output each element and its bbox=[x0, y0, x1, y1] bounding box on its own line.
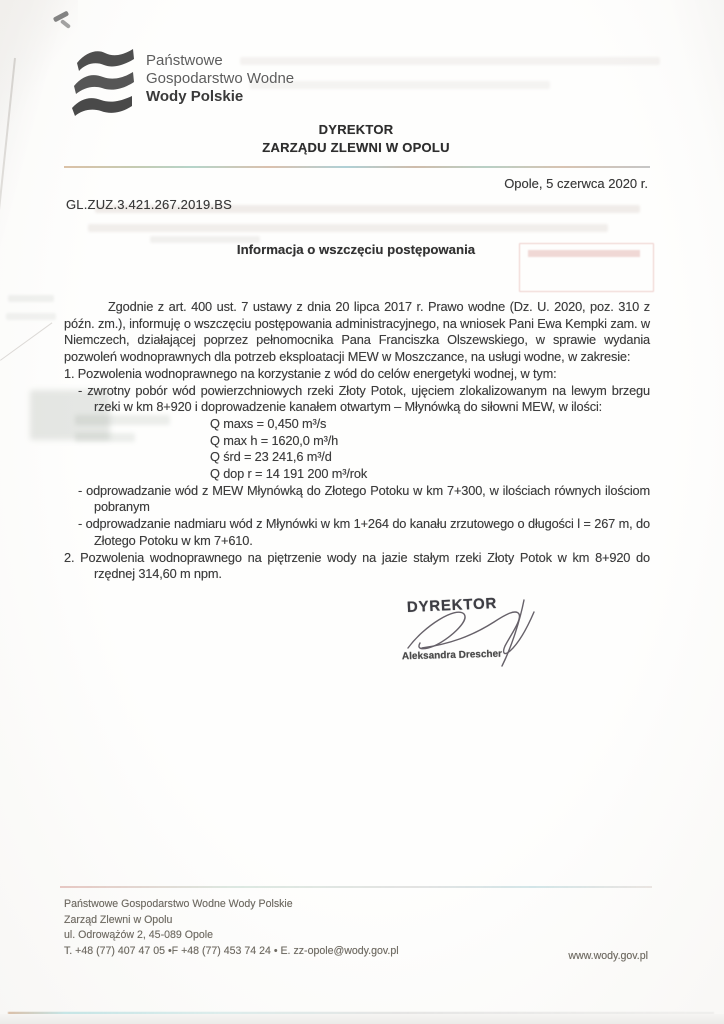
org-name-line1: Państwowe bbox=[146, 52, 223, 69]
list-item-1-dash-2: - odprowadzanie wód z MEW Młynówką do Złotego Potoku w km 7+300, w ilościach równych ilościom pobranym bbox=[78, 482, 650, 515]
scan-bottom-edge bbox=[8, 1012, 714, 1014]
flow-value: Q dop r = 14 191 200 m³/rok bbox=[210, 466, 368, 482]
footer-divider bbox=[60, 886, 652, 888]
scan-bottom-shading bbox=[0, 1014, 724, 1024]
letterhead-title-line2: ZARZĄDU ZLEWNI W OPOLU bbox=[262, 139, 450, 155]
footer-website: www.wody.gov.pl bbox=[568, 950, 648, 962]
paper-crease bbox=[0, 58, 15, 357]
flow-value: Q max h = 1620,0 m³/h bbox=[210, 432, 339, 448]
flow-value: Q maxs = 0,450 m³/s bbox=[210, 415, 327, 431]
ink-bleedthrough bbox=[250, 81, 550, 89]
case-number: GL.ZUZ.3.421.267.2019.BS bbox=[66, 197, 232, 212]
footer-unit: Zarząd Zlewni w Opolu bbox=[64, 913, 173, 926]
footer-contact-block bbox=[64, 897, 399, 959]
subject-line: Informacja o wszczęciu postępowania bbox=[236, 242, 476, 257]
signatory-name: Aleksandra Drescher bbox=[401, 648, 503, 663]
flow-values-block bbox=[210, 416, 650, 483]
footer-contact: T. +48 (77) 407 47 05 •F +48 (77) 453 74 24 • E. zz-opole@wody.gov.pl bbox=[64, 944, 399, 957]
place-and-date: Opole, 5 czerwca 2020 r. bbox=[504, 176, 648, 191]
ink-bleedthrough bbox=[6, 313, 56, 320]
list-item-2: 2. Pozwolenia wodnoprawnego na piętrzenie wody na jazie stałym rzeki Złoty Potok w km 8+920 do rzędnej 314,60 m npm. bbox=[64, 549, 650, 582]
org-name-line2: Gospodarstwo Wodne bbox=[146, 70, 295, 87]
paper-crease bbox=[0, 322, 53, 361]
header-divider bbox=[64, 166, 650, 168]
ink-bleedthrough bbox=[240, 57, 660, 65]
footer-address: ul. Odrowążów 2, 45-089 Opole bbox=[64, 929, 213, 942]
list-item-1-dash-1: - zwrotny pobór wód powierzchniowych rzeki Złoty Potok, ujęciem zlokalizowanym na lewym brzegu rzeki w km 8+920 i doprowadzenie kanałem otwartym – Młynówką do siłowni MEW, w ilości: bbox=[78, 382, 650, 415]
signature-stamp-title: DYREKTOR bbox=[406, 595, 498, 616]
intro-paragraph: Zgodnie z art. 400 ust. 7 ustawy z dnia 20 lipca 2017 r. Prawo wodne (Dz. U. 2020, poz. 310 z późn. zm.), informuję o wszczęciu postępowania administracyjnego, na wniosek Pani Ewa Kempki zam. w Niemczech, działającej poprzez pełnomocnika Pana Franciszka Olszewskiego, w sprawie wydania pozwoleń wodnoprawnych dla potrzeb eksploatacji MEW w Moszczance, na usługi wodne, w zakresie: bbox=[64, 299, 650, 365]
list-item-1-dash-3: - odprowadzanie nadmiaru wód z Młynówki w km 1+264 do kanału zrzutowego o długości l = 267 m, do Złotego Potoku w km 7+610. bbox=[78, 516, 650, 548]
org-name-line3: Wody Polskie bbox=[146, 88, 244, 105]
letterhead-title bbox=[36, 121, 676, 156]
ink-bleedthrough bbox=[88, 224, 608, 232]
wody-polskie-logo-icon bbox=[70, 46, 136, 118]
footer-org: Państwowe Gospodarstwo Wodne Wody Polskie bbox=[64, 898, 293, 910]
ink-bleedthrough bbox=[8, 295, 54, 302]
handwritten-signature-icon bbox=[398, 596, 568, 674]
letter-body bbox=[64, 299, 650, 583]
staple-mark bbox=[60, 19, 71, 29]
staple-mark bbox=[53, 11, 69, 23]
org-name bbox=[146, 52, 294, 106]
letterhead-title-line1: DYREKTOR bbox=[318, 122, 394, 137]
flow-value: Q śrd = 23 241,6 m³/d bbox=[210, 449, 332, 465]
list-item-1: 1. Pozwolenia wodnoprawnego na korzystanie z wód do celów energetyki wodnej, w tym: bbox=[64, 365, 557, 381]
